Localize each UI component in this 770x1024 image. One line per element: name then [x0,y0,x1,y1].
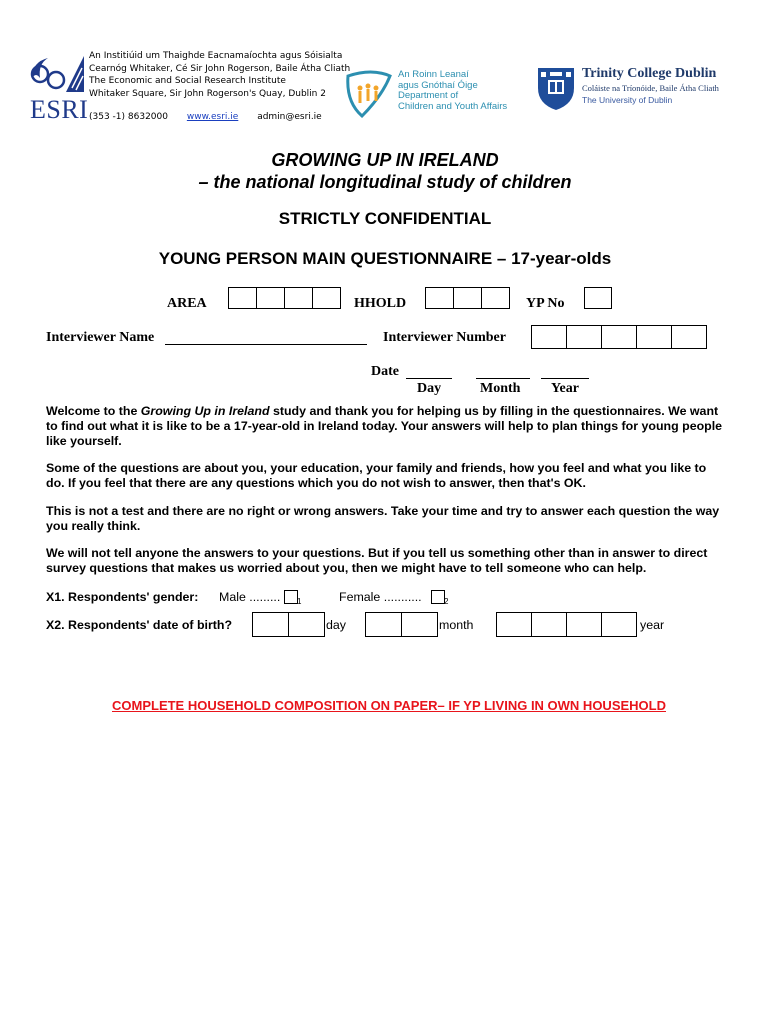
male-checkbox[interactable] [284,590,298,604]
household-composition-notice: COMPLETE HOUSEHOLD COMPOSITION ON PAPER– IF YP LIVING IN OWN HOUSEHOLD [112,698,666,713]
interviewer-number-box[interactable] [531,325,567,349]
interviewer-name-label: Interviewer Name [46,330,155,345]
yp-box[interactable] [584,287,612,309]
month-label: Month [480,381,521,396]
area-box[interactable] [284,287,313,309]
hhold-label: HHOLD [354,296,407,311]
interviewer-number-box[interactable] [566,325,602,349]
esri-contact [89,112,338,122]
area-label: AREA [167,296,207,311]
date-day-line[interactable] [406,378,452,379]
interviewer-number-label: Interviewer Number [383,330,506,345]
area-box[interactable] [256,287,285,309]
interviewer-name-line[interactable] [165,344,367,345]
dob-year-box[interactable] [496,612,532,637]
dob-month-box[interactable] [401,612,438,637]
dob-month-box[interactable] [365,612,402,637]
male-option-label: Male ......... [219,590,281,604]
dob-year-unit: year [640,618,665,632]
hhold-box[interactable] [425,287,454,309]
esri-logo-text: ESRI [30,95,89,124]
day-label: Day [417,381,442,396]
questionnaire-heading: YOUNG PERSON MAIN QUESTIONNAIRE – 17-year-olds [158,249,612,268]
yp-label: YP No [526,296,565,311]
tcd-irish-name: Coláiste na Tríonóide, Baile Átha Cliath [582,83,719,93]
confidential-heading: STRICTLY CONFIDENTIAL [278,209,492,228]
female-option-label: Female ........... [339,590,422,604]
female-checkbox[interactable] [431,590,445,604]
dob-day-box[interactable] [288,612,325,637]
dob-month-unit: month [439,618,474,632]
esri-email: admin@esri.ie [257,112,322,122]
dob-day-box[interactable] [252,612,289,637]
dob-year-box[interactable] [601,612,637,637]
interviewer-number-box[interactable] [601,325,637,349]
area-boxes [228,287,340,309]
intro-paragraph-2: Some of the questions are about you, your education, your family and friends, how you feel and what you like to do. If you feel that there are any questions which you do not wish to answer, then that's OK. [46,461,707,490]
dob-year-box[interactable] [566,612,602,637]
interviewer-number-box[interactable] [671,325,707,349]
dob-day-boxes [252,612,324,637]
dob-day-unit: day [326,618,346,632]
esri-web-link[interactable]: www.esri.ie [186,112,239,122]
tcd-subtitle: The University of Dublin [582,95,673,105]
year-label: Year [551,381,579,396]
female-code: 2 [444,597,449,606]
date-label: Date [371,364,399,379]
interviewer-number-boxes [531,325,706,349]
dob-year-box[interactable] [531,612,567,637]
tcd-title: Trinity College Dublin [582,66,717,81]
tcd-crest-icon [536,66,576,112]
male-code: 1 [297,597,302,606]
intro-paragraph-4: We will not tell anyone the answers to your questions. But if you tell us something other than in answer to direct survey questions that makes us worried about you, then we might have to tell someone who can help. [46,546,708,575]
hhold-box[interactable] [481,287,510,309]
dob-year-boxes [496,612,636,637]
study-title: GROWING UP IN IRELAND [271,150,499,170]
intro-paragraph-3: This is not a test and there are no right or wrong answers. Take your time and try to answer each question the way you really think. [46,504,720,533]
date-month-line[interactable] [476,378,530,379]
x1-question: X1. Respondents' gender: [46,590,199,604]
x2-question: X2. Respondents' date of birth? [46,618,233,632]
esri-logo-icon [28,48,86,96]
dept-name: An Roinn Leanaí agus Gnóthaí Óige Department of Children and Youth Affairs [398,69,508,112]
study-subtitle: – the national longitudinal study of children [198,172,572,192]
area-box[interactable] [228,287,257,309]
esri-address: An Institiúid um Thaighde Eacnamaíochta agus Sóisialta Cearnóg Whitaker, Cé Sir John Rogerson, Baile Átha Cliath The Economic and Social Research Institute Whitaker Square, Sir John Rogerson's Quay, Dublin 2 [89,51,351,99]
hhold-box[interactable] [453,287,482,309]
harp-figures-icon [342,66,396,120]
esri-phone: (353 -1) 8632000 [89,112,168,122]
intro-paragraph-1: Welcome to the Growing Up in Ireland study and thank you for helping us by filling in the questionnaires. We want to find out what it is like to be a 17-year-old in Ireland today. Your answers will help to plan things for young people like yourself. [46,404,723,448]
date-year-line[interactable] [541,378,589,379]
hhold-boxes [425,287,509,309]
area-box[interactable] [312,287,341,309]
dob-month-boxes [365,612,437,637]
interviewer-number-box[interactable] [636,325,672,349]
